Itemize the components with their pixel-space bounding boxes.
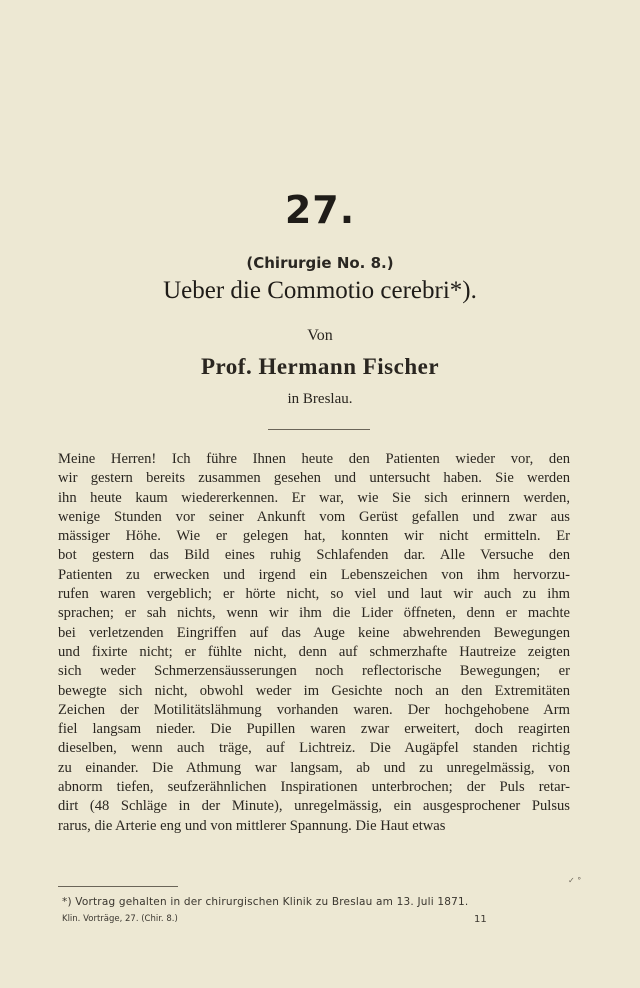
body-line: wenige Stunden vor seiner Ankunft vom Gerüst gefallen und zwar aus — [58, 508, 570, 525]
body-line: rufen waren vergeblich; er hörte nicht, so viel und laut wir auch zu ihm — [58, 586, 570, 603]
body-line: fiel langsam nieder. Die Pupillen waren zwar erweitert, doch reagirten — [58, 721, 570, 738]
footnote-text: *) Vortrag gehalten in der chirurgischen Klinik zu Breslau am 13. Juli 1871. — [62, 896, 469, 908]
series-label: (Chirurgie No. 8.) — [246, 254, 394, 272]
body-line: und fixirte nicht; er fühlte nicht, denn auf schmerzhafte Hautreize zeigten — [58, 643, 570, 660]
body-line: dieselben, wenn auch träge, auf Lichtreiz. Die Augäpfel standen richtig — [58, 740, 570, 757]
body-line: Patienten zu erwecken und irgend ein Lebenszeichen von ihm hervorzu- — [58, 566, 570, 583]
body-line: abnorm tiefen, seufzerähnlichen Inspirationen unterbrochen; der Puls retar- — [58, 779, 570, 796]
title-divider — [268, 429, 370, 430]
body-line: rarus, die Arterie eng und von mittlerer Spannung. Die Haut etwas — [58, 817, 446, 834]
body-line: sprachen; er sah nichts, wenn wir ihm die Lider öffneten, denn er machte — [58, 605, 570, 622]
author-place: in Breslau. — [287, 391, 353, 407]
printer-mark: ✓ ° — [568, 876, 582, 885]
body-line: Zeichen der Motilitätslähmung vorhanden waren. Der hochgehobene Arm — [58, 701, 570, 718]
body-line: ihn heute kaum wiedererkennen. Er war, wie Sie sich erinnern werden, — [58, 489, 570, 506]
signature-mark: 11 — [474, 914, 487, 925]
body-line: sich weder Schmerzensäusserungen noch reflectorische Bewegungen; er — [58, 663, 570, 680]
footnote-divider — [58, 886, 178, 887]
author-name: Prof. Hermann Fischer — [200, 354, 440, 379]
body-line: bewegte sich nicht, obwohl weder im Gesichte noch an den Extremitäten — [58, 682, 570, 699]
body-line: bei verletzenden Eingriffen auf das Auge keine abwehrenden Bewegungen — [58, 624, 570, 641]
body-line: Meine Herren! Ich führe Ihnen heute den Patienten wieder vor, den — [58, 451, 570, 467]
article-title: Ueber die Commotio cerebri*). — [163, 277, 477, 304]
body-line: mässiger Höhe. Wie er gelegen hat, konnten wir nicht ermitteln. Er — [58, 528, 570, 545]
byline-von: Von — [307, 327, 333, 344]
body-line: bot gestern das Bild eines ruhig Schlafenden dar. Alle Versuche den — [58, 547, 570, 564]
chapter-number: 27. — [284, 188, 356, 232]
body-line: wir gestern bereits zusammen gesehen und untersucht haben. Sie werden — [58, 470, 570, 487]
body-line: dirt (48 Schläge in der Minute), unregelmässig, ein ausgesprochener Pulsus — [58, 798, 570, 815]
publication-line: Klin. Vorträge, 27. (Chir. 8.) — [62, 914, 178, 924]
body-line: zu einander. Die Athmung war langsam, ab und zu unregelmässig, von — [58, 759, 570, 776]
body-text — [58, 450, 570, 836]
